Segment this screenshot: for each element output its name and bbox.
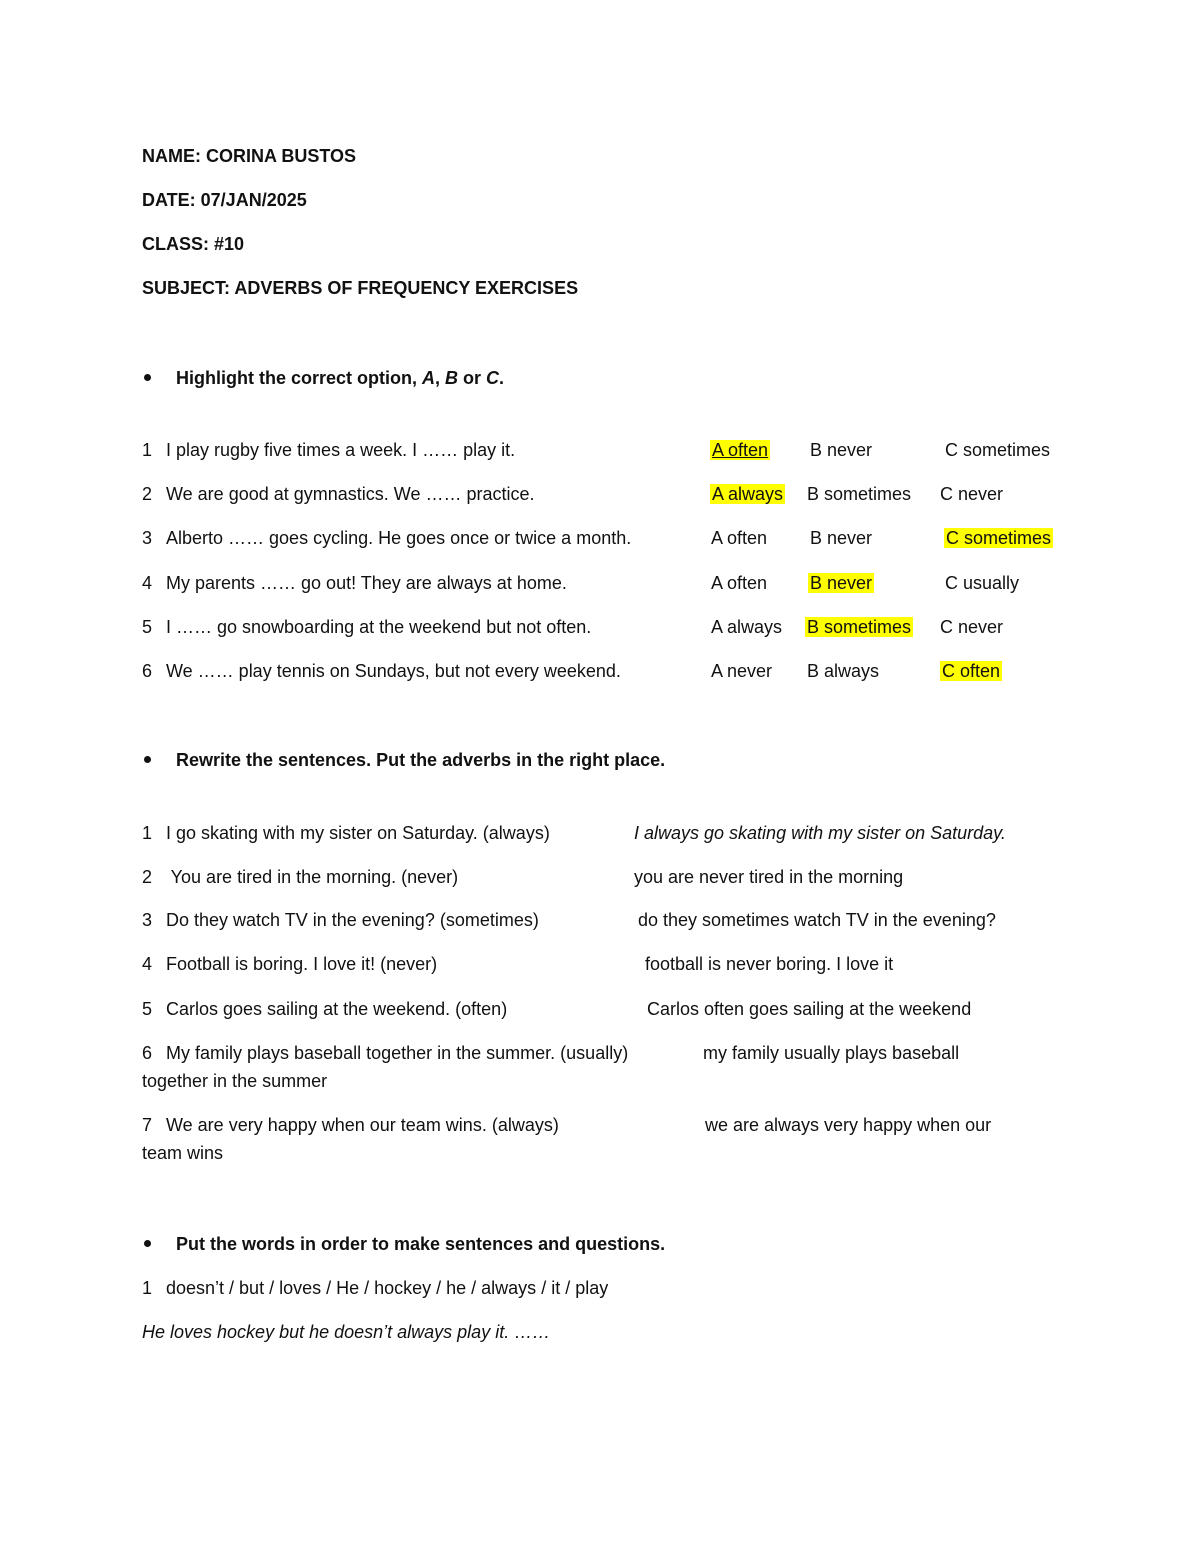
- rewrite-answer-2: you are never tired in the morning: [634, 867, 904, 887]
- option-c-5: C never: [940, 617, 1004, 637]
- option-a-3: A often: [711, 528, 768, 548]
- bullet-icon: [144, 374, 151, 381]
- option-b-4: B never: [810, 573, 873, 593]
- rewrite-answer-7-continuation: team wins: [142, 1143, 224, 1163]
- mc-question-5: 5 I …… go snowboarding at the weekend but not often.: [142, 617, 592, 637]
- rewrite-question-6: 6 My family plays baseball together in the summer. (usually): [142, 1043, 629, 1063]
- option-b-6: B always: [807, 661, 880, 681]
- rewrite-answer-5: Carlos often goes sailing at the weekend: [647, 999, 972, 1019]
- option-c-2: C never: [940, 484, 1004, 504]
- mc-question-1: 1 I play rugby five times a week. I …… play it.: [142, 440, 516, 460]
- rewrite-question-2: 2 You are tired in the morning. (never): [142, 867, 459, 887]
- option-b-1: B never: [810, 440, 873, 460]
- order-answer-1: He loves hockey but he doesn’t always play it. ……: [142, 1322, 551, 1342]
- rewrite-question-7: 7 We are very happy when our team wins. (always): [142, 1115, 559, 1135]
- mc-question-2: 2 We are good at gymnastics. We …… practice.: [142, 484, 535, 504]
- option-a-2: A always: [712, 484, 784, 504]
- rewrite-answer-1: I always go skating with my sister on Saturday.: [634, 823, 1006, 843]
- option-b-2: B sometimes: [807, 484, 912, 504]
- bullet-icon: [144, 1240, 151, 1247]
- rewrite-answer-6-continuation: together in the summer: [142, 1071, 328, 1091]
- mc-question-3: 3 Alberto …… goes cycling. He goes once or twice a month.: [142, 528, 632, 548]
- mc-question-6: 6 We …… play tennis on Sundays, but not every weekend.: [142, 661, 621, 681]
- option-b-5: B sometimes: [807, 617, 912, 637]
- student-name: NAME: CORINA BUSTOS: [142, 146, 357, 166]
- option-a-5: A always: [711, 617, 783, 637]
- rewrite-answer-6: my family usually plays baseball: [703, 1043, 960, 1063]
- rewrite-question-4: 4 Football is boring. I love it! (never): [142, 954, 438, 974]
- mc-question-4: 4 My parents …… go out! They are always at home.: [142, 573, 567, 593]
- option-a-6: A never: [711, 661, 773, 681]
- bullet-icon: [144, 756, 151, 763]
- option-a-1: A often: [712, 440, 769, 460]
- option-a-4: A often: [711, 573, 768, 593]
- section3-instruction: Put the words in order to make sentences and questions.: [176, 1234, 666, 1254]
- option-b-3: B never: [810, 528, 873, 548]
- option-c-6: C often: [942, 661, 1001, 681]
- section1-instruction: Highlight the correct option, A, B or C.: [176, 368, 505, 388]
- subject-line: SUBJECT: ADVERBS OF FREQUENCY EXERCISES: [142, 278, 579, 298]
- option-c-1: C sometimes: [945, 440, 1051, 460]
- order-question-1: 1 doesn’t / but / loves / He / hockey / he / always / it / play: [142, 1278, 609, 1298]
- rewrite-question-5: 5 Carlos goes sailing at the weekend. (often): [142, 999, 508, 1019]
- rewrite-answer-3: do they sometimes watch TV in the evening?: [638, 910, 996, 930]
- option-c-3: C sometimes: [946, 528, 1052, 548]
- class-line: CLASS: #10: [142, 234, 245, 254]
- rewrite-answer-7: we are always very happy when our: [705, 1115, 992, 1135]
- rewrite-question-3: 3 Do they watch TV in the evening? (sometimes): [142, 910, 539, 930]
- section2-instruction: Rewrite the sentences. Put the adverbs in the right place.: [176, 750, 666, 770]
- option-c-4: C usually: [945, 573, 1020, 593]
- date-line: DATE: 07/JAN/2025: [142, 190, 307, 210]
- rewrite-answer-4: football is never boring. I love it: [645, 954, 894, 974]
- rewrite-question-1: 1 I go skating with my sister on Saturday. (always): [142, 823, 550, 843]
